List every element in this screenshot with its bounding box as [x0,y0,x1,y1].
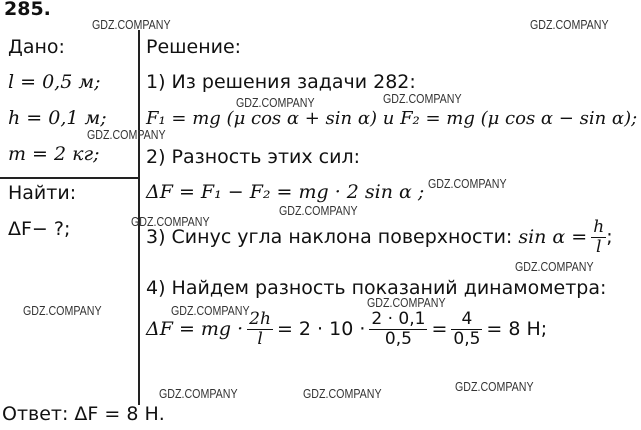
step4-eq: = [431,318,448,341]
problem-number: 285. [4,0,51,20]
given-mass: m = 2 кг; [8,143,100,165]
watermark: GDZ.COMPANY [92,17,171,32]
step4-lhs: ΔF = mg · [146,318,244,341]
step4-fraction-1 [247,310,273,348]
step4-frac2-den: 0,5 [384,328,412,349]
step4-result: = 8 Н; [486,318,548,341]
answer: Ответ: ΔF = 8 Н. [2,403,165,425]
step3-formula-lhs: sin α = [518,226,588,249]
step3-tail: ; [606,226,613,249]
watermark: GDZ.COMPANY [367,295,446,310]
given-header: Дано: [8,36,65,58]
watermark: GDZ.COMPANY [171,303,250,318]
watermark: GDZ.COMPANY [515,259,594,274]
find-item: ΔF− ?; [8,218,71,240]
step4-fraction-3 [451,310,482,348]
step4-frac1-num: 2h [249,309,271,329]
step1-text: 1) Из решения задачи 282: [146,71,416,93]
step4-frac3-num: 4 [451,310,482,330]
step2-text: 2) Разность этих сил: [146,146,361,168]
watermark: GDZ.COMPANY [87,127,166,142]
step3-frac-den: l [595,236,602,257]
given-length: l = 0,5 м; [8,71,101,93]
step4-frac1-den: l [257,328,263,349]
watermark: GDZ.COMPANY [159,386,238,401]
step3-frac-num: h [593,217,605,237]
watermark: GDZ.COMPANY [530,17,609,32]
step4-text: 4) Найдем разность показаний динамометра: [146,277,607,299]
horizontal-divider [0,177,139,179]
step3-row [146,218,613,256]
watermark: GDZ.COMPANY [236,95,315,110]
watermark: GDZ.COMPANY [23,303,102,318]
watermark: GDZ.COMPANY [131,214,210,229]
solution-header: Решение: [146,36,242,58]
step4-frac3-den: 0,5 [453,328,481,349]
watermark: GDZ.COMPANY [428,176,507,191]
watermark: GDZ.COMPANY [279,203,358,218]
step4-fraction-2 [369,310,427,348]
given-height: h = 0,1 м; [8,107,107,129]
step1-formula: F₁ = mg (μ cos α + sin α) и F₂ = mg (μ cos α − sin α); [146,108,638,129]
watermark: GDZ.COMPANY [383,91,462,106]
step4-frac2-num: 2 · 0,1 [371,309,426,329]
step3-fraction [591,218,606,256]
step4-mid: = 2 · 10 · [276,318,366,341]
step2-formula: ΔF = F₁ − F₂ = mg · 2 sin α ; [146,181,425,203]
step3-text: 3) Синус угла наклона поверхности: [146,226,513,249]
watermark: GDZ.COMPANY [455,379,534,394]
find-header: Найти: [8,182,77,204]
watermark: GDZ.COMPANY [303,386,382,401]
